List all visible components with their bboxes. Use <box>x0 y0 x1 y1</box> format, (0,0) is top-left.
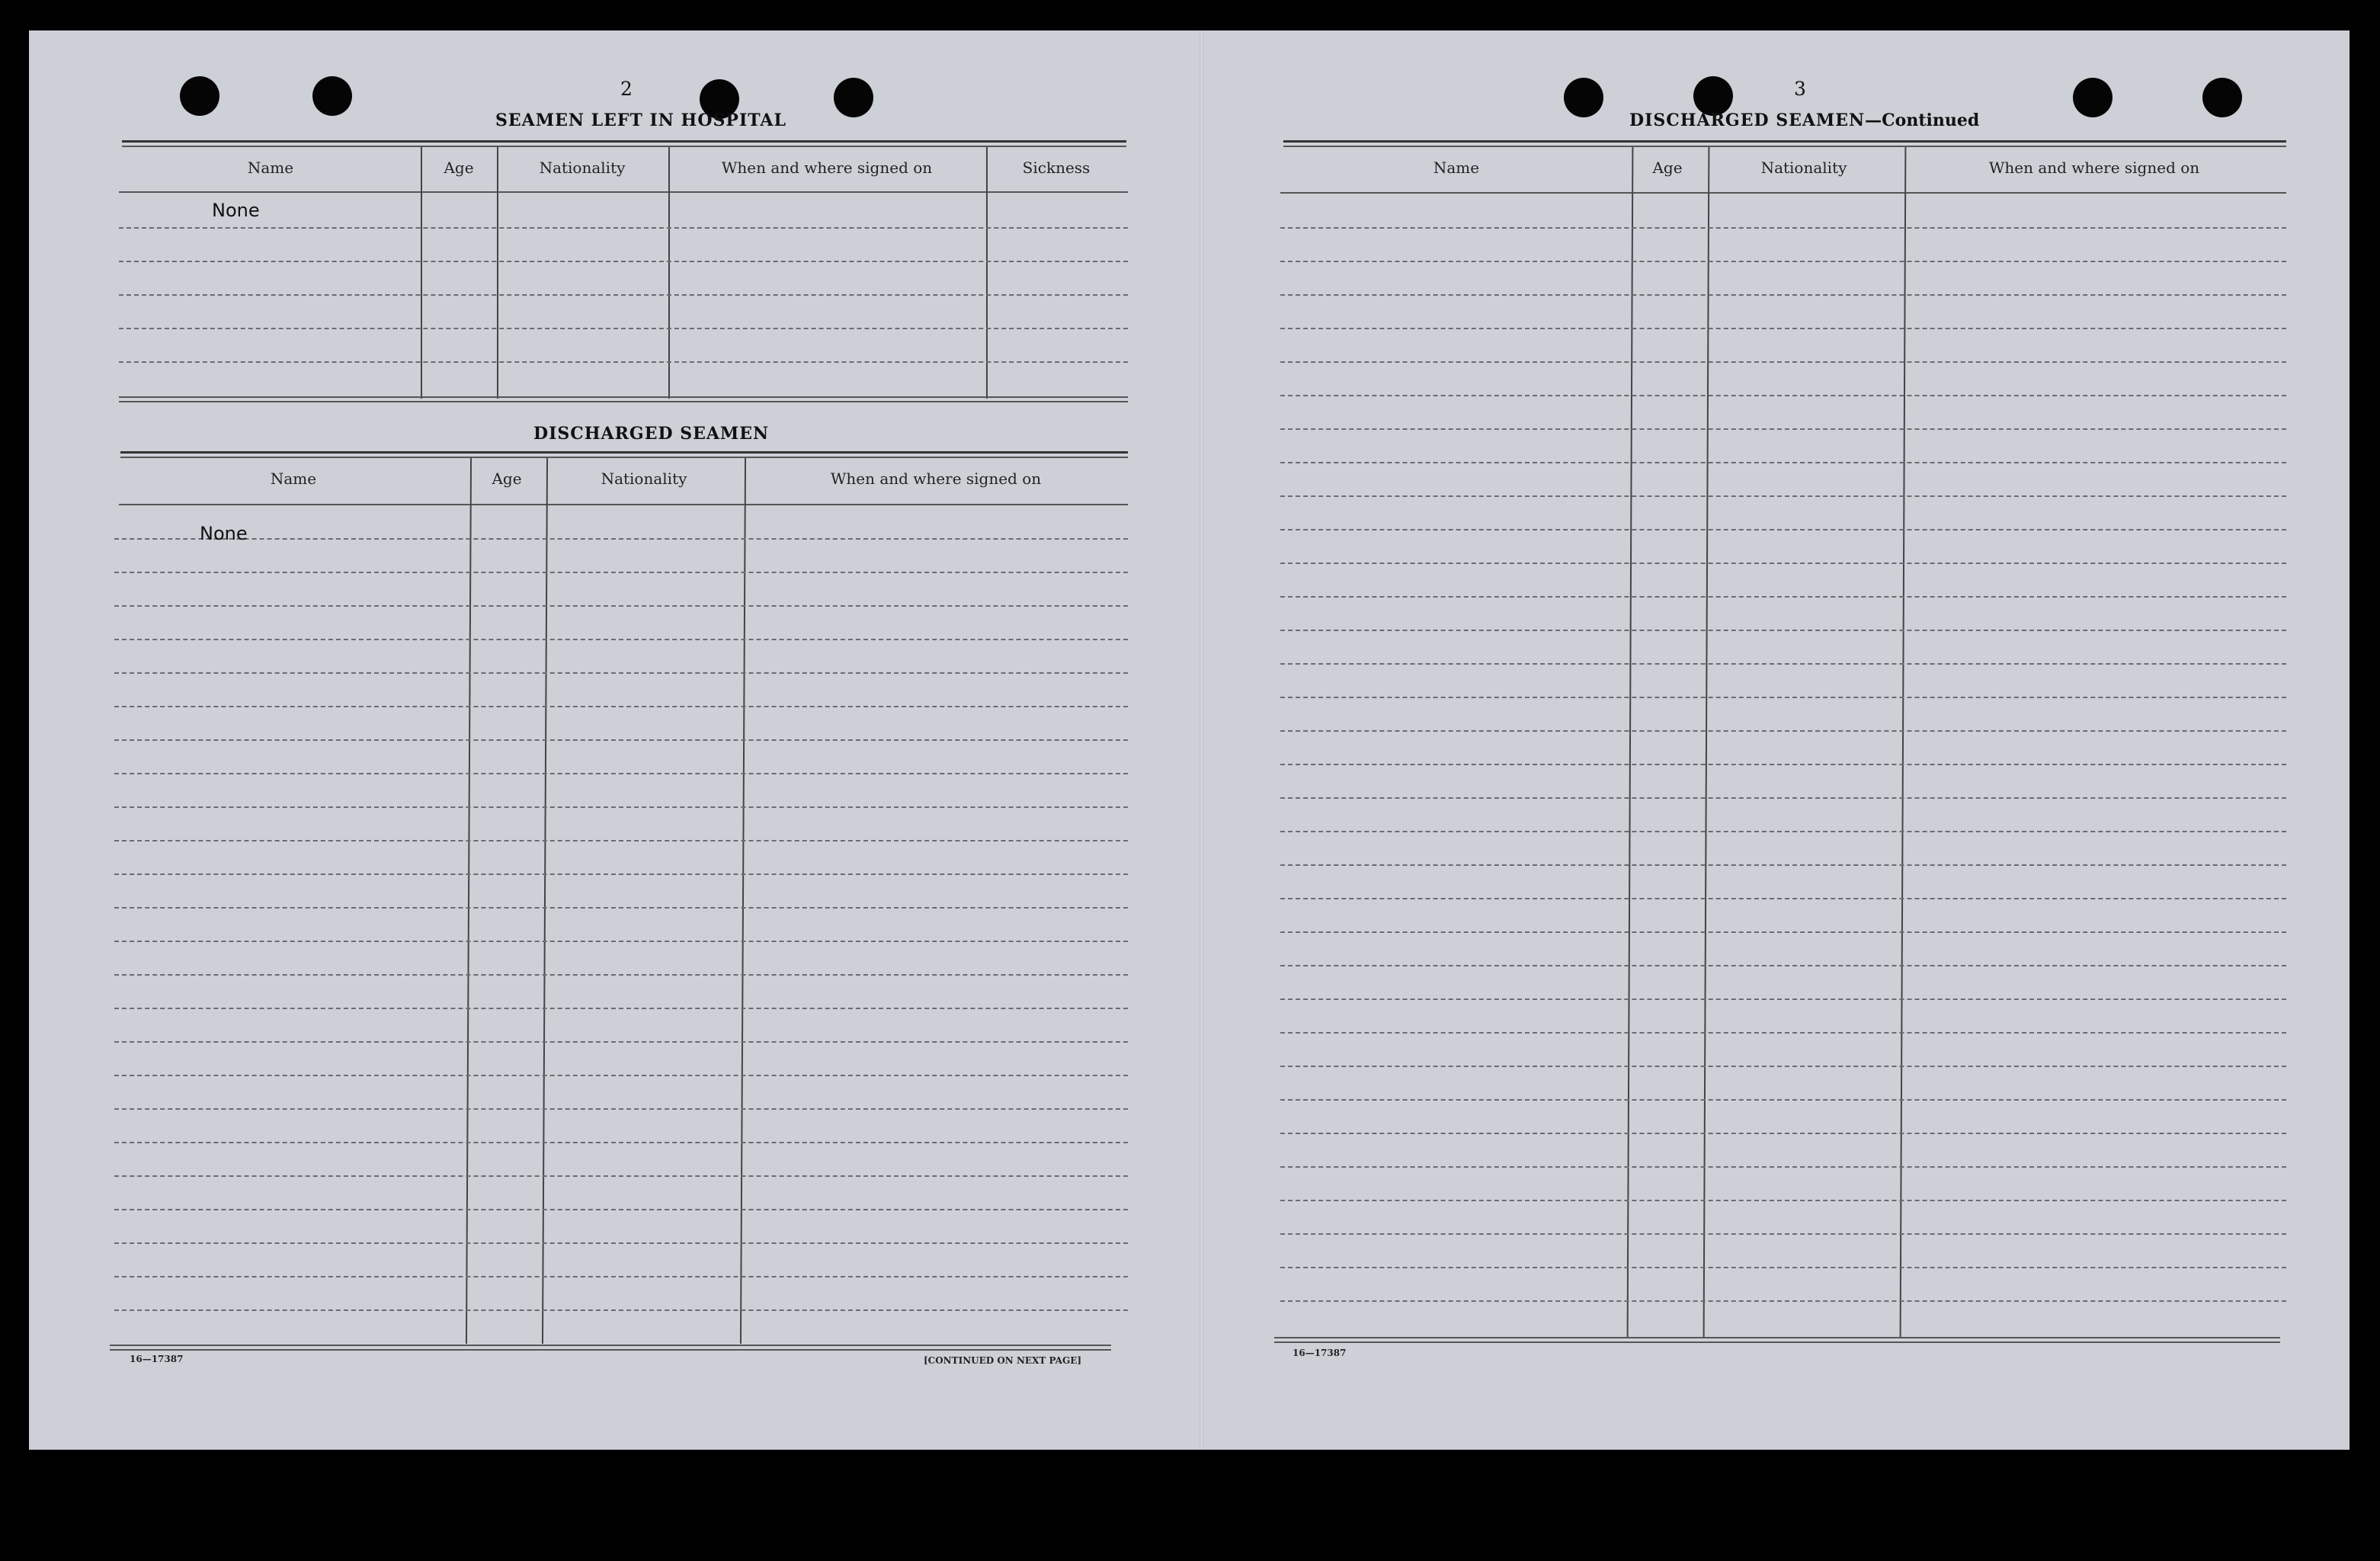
row-line <box>1280 797 2286 799</box>
continued-note: [CONTINUED ON NEXT PAGE] <box>924 1355 1082 1366</box>
row-line <box>1280 529 2286 530</box>
row-line <box>114 840 1128 841</box>
table-bottom-rule <box>1274 1337 2280 1338</box>
punch-hole <box>1564 78 1603 117</box>
column-header-name: Name <box>270 470 317 488</box>
row-line <box>1280 965 2286 966</box>
row-line <box>1280 931 2286 933</box>
form-number: 16—17387 <box>130 1354 184 1364</box>
row-line <box>1280 630 2286 631</box>
row-line <box>1280 1233 2286 1235</box>
row-line <box>114 605 1128 607</box>
row-line <box>1280 1200 2286 1201</box>
row-line <box>1280 1300 2286 1302</box>
header-rule <box>119 191 1128 193</box>
row-line <box>114 538 1128 540</box>
table-top-rule <box>122 146 1126 147</box>
table-bottom-rule <box>110 1345 1111 1346</box>
row-line <box>1280 1267 2286 1268</box>
header-rule <box>1280 192 2286 194</box>
punch-hole <box>312 76 352 116</box>
page-number: 2 <box>620 78 633 100</box>
punch-hole <box>180 76 219 116</box>
page-number: 3 <box>1794 78 1806 100</box>
row-line <box>1280 764 2286 765</box>
table-bottom-rule <box>1274 1341 2280 1343</box>
row-line <box>1280 227 2286 229</box>
row-line <box>1280 361 2286 363</box>
discharged-section-title: DISCHARGED SEAMEN <box>533 424 770 444</box>
row-line <box>114 1008 1128 1009</box>
row-line <box>114 1142 1128 1143</box>
row-line <box>114 706 1128 707</box>
row-line <box>1280 495 2286 497</box>
handwritten-entry: None <box>212 200 260 221</box>
table-bottom-rule <box>119 401 1128 402</box>
column-header-name: Name <box>1433 159 1480 177</box>
table-bottom-rule <box>110 1349 1111 1351</box>
row-line <box>1280 998 2286 1000</box>
row-line <box>1280 697 2286 698</box>
row-line <box>114 1108 1128 1110</box>
row-line <box>1280 1133 2286 1134</box>
row-line <box>1280 395 2286 396</box>
row-line <box>119 261 1128 262</box>
row-line <box>119 361 1128 363</box>
row-line <box>1280 261 2286 262</box>
column-header-sickness: Sickness <box>1022 159 1091 177</box>
row-line <box>114 907 1128 909</box>
row-line <box>114 1209 1128 1210</box>
row-line <box>1280 898 2286 899</box>
table-top-rule <box>1283 146 2286 147</box>
punch-hole <box>834 78 873 117</box>
row-line <box>1280 831 2286 832</box>
row-line <box>114 1075 1128 1076</box>
row-line <box>1280 663 2286 665</box>
row-line <box>114 1309 1128 1311</box>
row-line <box>114 806 1128 808</box>
column-header-nationality: Nationality <box>601 470 687 488</box>
table-top-rule <box>120 451 1128 454</box>
row-line <box>119 294 1128 296</box>
row-line <box>1280 1099 2286 1101</box>
row-line <box>119 227 1128 229</box>
column-header-age: Age <box>444 159 474 177</box>
row-line <box>114 1175 1128 1177</box>
column-header-signed-on: When and where signed on <box>830 470 1042 488</box>
table-top-rule <box>120 457 1128 458</box>
handwritten-entry: None <box>200 523 248 544</box>
row-line <box>1280 1066 2286 1067</box>
title-main: DISCHARGED SEAMEN <box>1629 111 1866 130</box>
row-line <box>1280 428 2286 430</box>
row-line <box>114 639 1128 640</box>
row-line <box>114 572 1128 573</box>
hospital-section-title: SEAMEN LEFT IN HOSPITAL <box>495 111 786 130</box>
row-line <box>1280 563 2286 564</box>
row-line <box>1280 864 2286 866</box>
column-header-nationality: Nationality <box>1760 159 1847 177</box>
row-line <box>114 739 1128 741</box>
discharged-continued-title <box>1629 111 1979 130</box>
column-header-nationality: Nationality <box>539 159 626 177</box>
row-line <box>114 773 1128 774</box>
table-top-rule <box>122 140 1126 143</box>
row-line <box>1280 1166 2286 1168</box>
row-line <box>1280 328 2286 329</box>
punch-hole <box>2073 78 2113 117</box>
row-line <box>114 1276 1128 1277</box>
column-header-signed-on: When and where signed on <box>1988 159 2200 177</box>
column-header-age: Age <box>492 470 522 488</box>
row-line <box>1280 1032 2286 1034</box>
row-line <box>1280 730 2286 732</box>
column-header-age: Age <box>1652 159 1683 177</box>
row-line <box>114 873 1128 875</box>
form-number: 16—17387 <box>1293 1348 1347 1358</box>
page-fold <box>1200 30 1204 1450</box>
row-line <box>114 1242 1128 1244</box>
row-line <box>114 974 1128 976</box>
row-line <box>1280 596 2286 598</box>
row-line <box>1280 294 2286 296</box>
table-bottom-rule <box>119 396 1128 398</box>
column-header-signed-on: When and where signed on <box>721 159 933 177</box>
title-suffix: —Continued <box>1865 111 1980 130</box>
row-line <box>114 672 1128 674</box>
punch-hole <box>2202 78 2242 117</box>
table-top-rule <box>1283 140 2286 143</box>
column-header-name: Name <box>247 159 294 177</box>
row-line <box>114 1041 1128 1043</box>
row-line <box>119 328 1128 329</box>
row-line <box>114 941 1128 942</box>
header-rule <box>119 504 1128 505</box>
row-line <box>1280 462 2286 463</box>
